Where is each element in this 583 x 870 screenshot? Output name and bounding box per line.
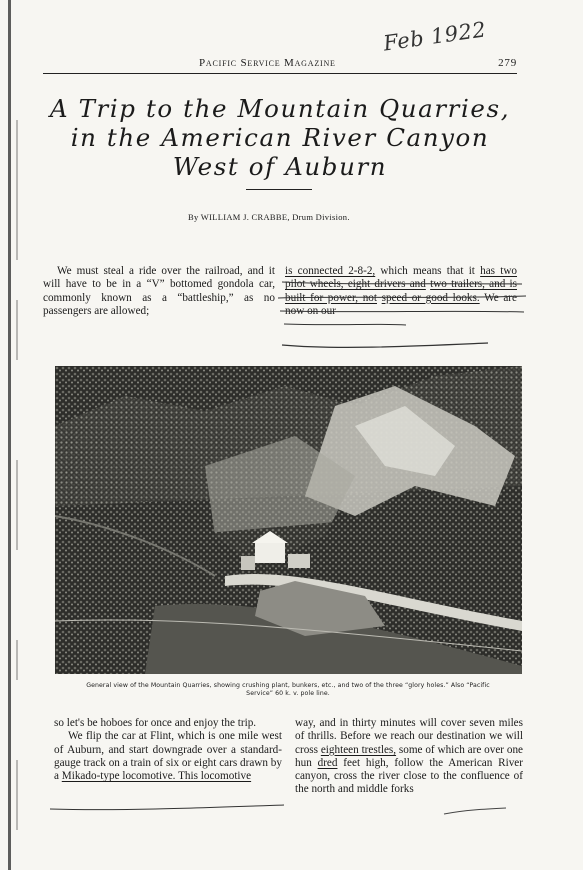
bottom-left-column: [54, 717, 282, 783]
article-title-line: West of Auburn: [172, 152, 388, 181]
body-paragraph: [295, 717, 523, 797]
byline: By WILLIAM J. CRABBE, Drum Division.: [188, 212, 350, 222]
body-paragraph: [54, 730, 282, 783]
top-right-column: [285, 265, 517, 318]
pen-stroke-mark: [440, 800, 510, 820]
running-head-rule: [43, 73, 517, 74]
underlined-text: speed or good looks.: [381, 291, 480, 304]
underlined-text: is connected 2-8-2,: [285, 265, 376, 277]
underlined-text: Mikado-type locomotive. This locomotive: [61, 770, 252, 783]
body-text: which means that it: [375, 265, 475, 277]
article-title-line: in the American River Canyon: [70, 123, 490, 152]
article-title-line: A Trip to the Mountain Quarries,: [49, 94, 511, 123]
underlined-text: eighteen trestles,: [320, 743, 397, 756]
scan-noise-mark: [16, 460, 18, 550]
bottom-right-column: [295, 717, 523, 797]
title-divider-rule: [246, 189, 312, 190]
body-paragraph: We must steal a ride over the railroad, and it will have to be in a “V” bottomed gondola car, commonly known as a “battleship,” as no passengers are allowed;: [43, 265, 275, 317]
handwritten-date-annotation: Feb 1922: [381, 17, 488, 56]
quarry-photo-illustration: [55, 366, 522, 674]
underlined-text: dred: [317, 756, 338, 769]
scan-noise-mark: [16, 760, 18, 830]
body-text: We are now on our: [285, 291, 517, 317]
body-paragraph: so let's be hoboes for once and enjoy the trip.: [54, 717, 257, 729]
top-left-column: [43, 265, 275, 318]
body-text: feet high, follow the American River canyon, cross the river close to the confluence of the north and middle forks: [295, 756, 524, 796]
mountain-quarry-photo: [55, 366, 522, 674]
underlined-text: two trailers, and is built for power, not: [285, 278, 518, 304]
scan-noise-mark: [16, 120, 18, 260]
body-text: way, and in thirty minutes will cover seven miles of thrills. Before we reach our destination we will cross: [295, 717, 523, 756]
body-text: some of which are over one hun: [295, 743, 524, 769]
magazine-title: Pacific Service Magazine: [199, 57, 336, 69]
binding-edge-shadow: [8, 0, 11, 870]
page-number: 279: [498, 57, 517, 69]
body-paragraph: [285, 265, 517, 318]
scan-noise-mark: [16, 300, 18, 360]
article-title: [44, 94, 516, 181]
running-head: [43, 57, 517, 71]
underlined-text: has two pilot wheels, eight drivers and: [285, 265, 518, 291]
photo-caption: General view of the Mountain Quarries, showing crushing plant, bunkers, etc., and two of the three “glory holes.” Also “Pacific Service” 60 k. v. pole line.: [86, 682, 490, 698]
scan-noise-mark: [16, 640, 18, 680]
pen-underline-mark: [48, 795, 288, 815]
body-text: We flip the car at Flint, which is one mile west of Auburn, and start downgrade over a standard-gauge track on a train of six or eight cars drawn by a: [54, 730, 282, 783]
